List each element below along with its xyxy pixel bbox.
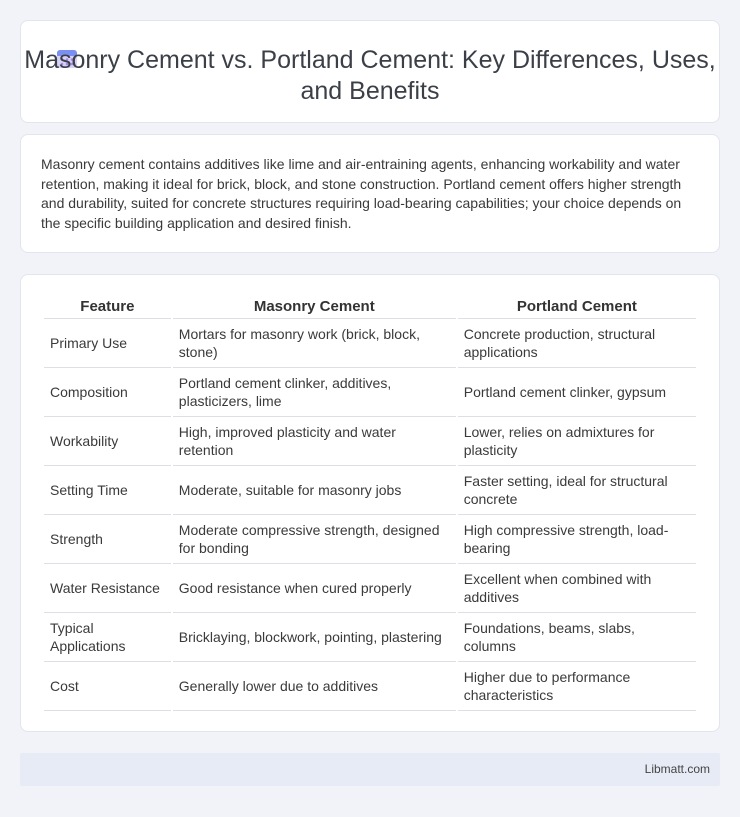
masonry-cell: Good resistance when cured properly (173, 564, 456, 613)
feature-cell: Primary Use (44, 319, 171, 368)
table-row (44, 417, 696, 466)
feature-cell: Strength (44, 515, 171, 564)
comparison-table (42, 295, 698, 711)
masonry-cell: Portland cement clinker, additives, plasticizers, lime (173, 368, 456, 417)
table-row (44, 466, 696, 515)
masonry-cell: Moderate, suitable for masonry jobs (173, 466, 456, 515)
portland-cell: Lower, relies on admixtures for plasticity (458, 417, 696, 466)
masonry-cell: Generally lower due to additives (173, 662, 456, 711)
masonry-cell: Mortars for masonry work (brick, block, stone) (173, 319, 456, 368)
summary-card (20, 134, 720, 253)
portland-cell: Excellent when combined with additives (458, 564, 696, 613)
footer-bar (20, 753, 720, 786)
feature-cell: Cost (44, 662, 171, 711)
portland-cell: Foundations, beams, slabs, columns (458, 613, 696, 662)
feature-cell: Workability (44, 417, 171, 466)
table-row (44, 368, 696, 417)
feature-cell: Setting Time (44, 466, 171, 515)
masonry-cell: Moderate compressive strength, designed for bonding (173, 515, 456, 564)
masonry-cell: High, improved plasticity and water retention (173, 417, 456, 466)
table-row (44, 564, 696, 613)
table-row (44, 662, 696, 711)
portland-cell: High compressive strength, load-bearing (458, 515, 696, 564)
header-card (20, 20, 720, 123)
table-header-row (44, 295, 696, 319)
header-portland-cement: Portland Cement (458, 295, 696, 319)
portland-cell: Higher due to performance characteristics (458, 662, 696, 711)
portland-cell: Concrete production, structural applications (458, 319, 696, 368)
feature-cell: Composition (44, 368, 171, 417)
table-row (44, 515, 696, 564)
footer-site-link[interactable]: Libmatt.com (644, 762, 710, 776)
table-row (44, 613, 696, 662)
feature-cell: Typical Applications (44, 613, 171, 662)
header-feature: Feature (44, 295, 171, 319)
table-row (44, 319, 696, 368)
masonry-cell: Bricklaying, blockwork, pointing, plastering (173, 613, 456, 662)
portland-cell: Portland cement clinker, gypsum (458, 368, 696, 417)
summary-text: Masonry cement contains additives like lime and air-entraining agents, enhancing workability and water retention, making it ideal for brick, block, and stone construction. Portland cement offers higher strength and durability, suited for concrete structures requiring load-bearing capabilities; your choice depends on the specific building application and desired finish. (41, 156, 682, 231)
portland-cell: Faster setting, ideal for structural concrete (458, 466, 696, 515)
feature-cell: Water Resistance (44, 564, 171, 613)
header-masonry-cement: Masonry Cement (173, 295, 456, 319)
comparison-table-card (20, 274, 720, 732)
page-title: Masonry Cement vs. Portland Cement: Key Differences, Uses, and Benefits (24, 46, 716, 105)
